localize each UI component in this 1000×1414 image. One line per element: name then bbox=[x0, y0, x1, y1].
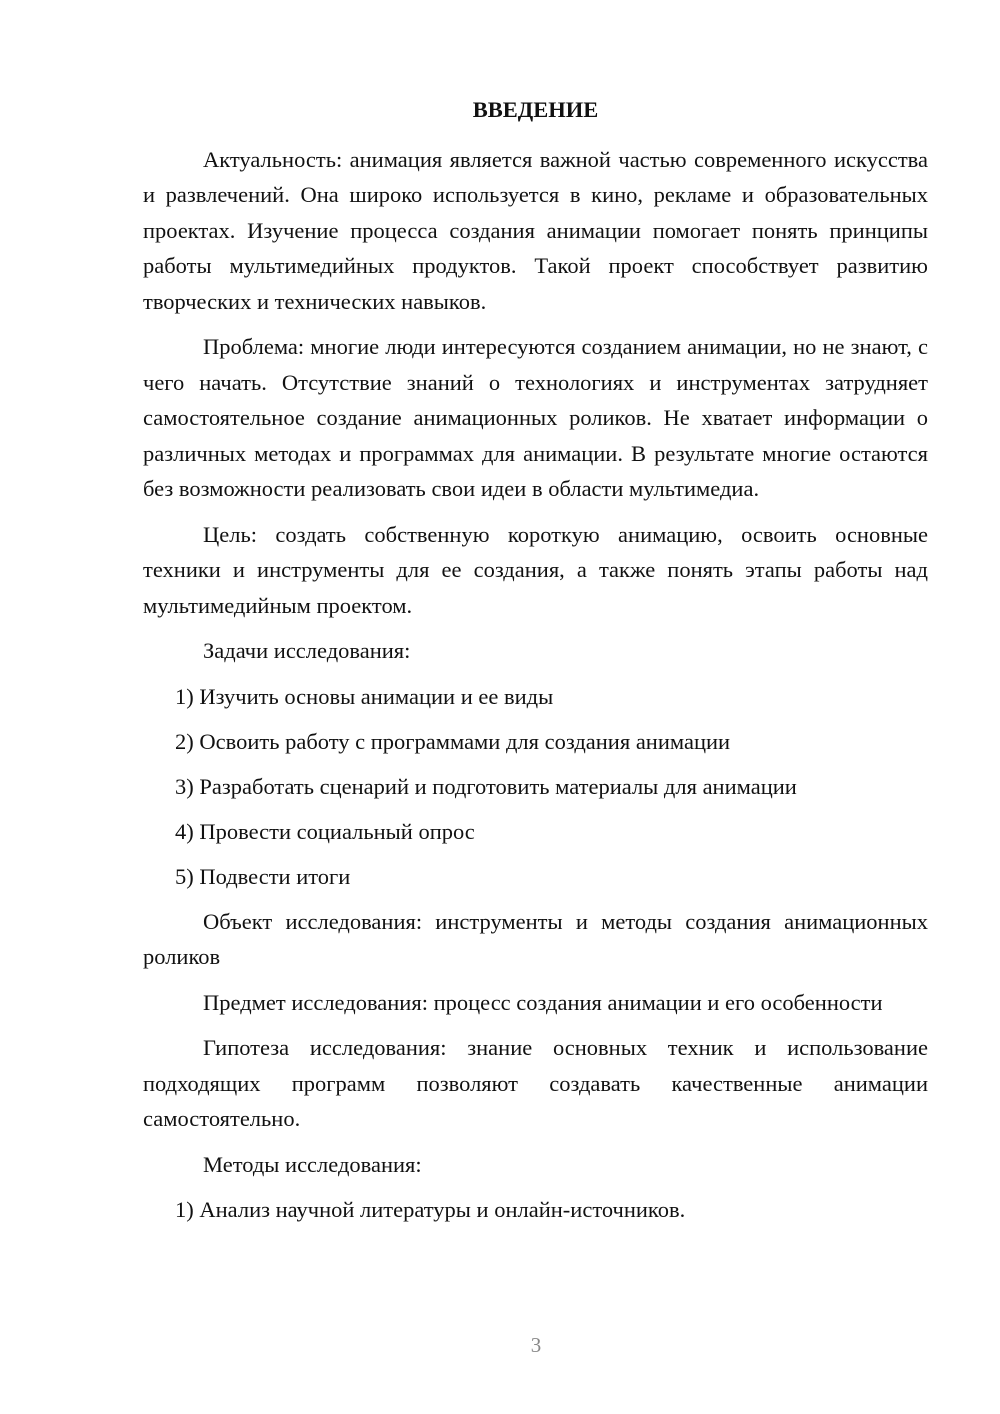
list-item: 4) Провести социальный опрос bbox=[175, 818, 475, 844]
methods-label: Методы исследования: bbox=[203, 1151, 422, 1177]
problem-paragraph: Проблема: многие люди интересуются созданием анимации, но не знают, с чего начать. Отсутствие знаний о технологиях и инструментах затрудняет самостоятельное создание анимационных роликов. Не хватает информации о различных методах и программах для анимации. В результате многие остаются без возможности реализовать свои идеи в области мультимедиа. bbox=[143, 334, 928, 501]
document-page bbox=[143, 92, 928, 1237]
object-paragraph: Объект исследования: инструменты и методы создания анимационных роликов bbox=[143, 908, 928, 969]
section-heading: ВВЕДЕНИЕ bbox=[472, 97, 599, 122]
methods-list bbox=[143, 1192, 928, 1228]
list-item: 2) Освоить работу с программами для создания анимации bbox=[175, 728, 731, 754]
tasks-list bbox=[143, 679, 928, 895]
subject-paragraph: Предмет исследования: процесс создания анимации и его особенности bbox=[203, 989, 883, 1015]
tasks-label: Задачи исследования: bbox=[203, 638, 411, 663]
list-item: 1) Анализ научной литературы и онлайн-источников. bbox=[175, 1197, 686, 1222]
list-item: 3) Разработать сценарий и подготовить материалы для анимации bbox=[175, 773, 797, 799]
hypothesis-paragraph: Гипотеза исследования: знание основных техник и использование подходящих программ позволяют создавать качественные анимации самостоятельно. bbox=[143, 1035, 928, 1131]
relevance-paragraph: Актуальность: анимация является важной частью современного искусства и развлечений. Она широко используется в кино, рекламе и образовательных проектах. Изучение процесса создания анимации помогает понять принципы работы мультимедийных продуктов. Такой проект способствует развитию творческих и технических навыков. bbox=[143, 146, 928, 314]
list-item: 5) Подвести итоги bbox=[175, 863, 351, 889]
list-item: 1) Изучить основы анимации и ее виды bbox=[175, 683, 554, 709]
page-number: 3 bbox=[530, 1333, 542, 1357]
goal-paragraph: Цель: создать собственную короткую анимацию, освоить основные техники и инструменты для ее создания, а также понять этапы работы над мультимедийным проектом. bbox=[143, 521, 928, 618]
